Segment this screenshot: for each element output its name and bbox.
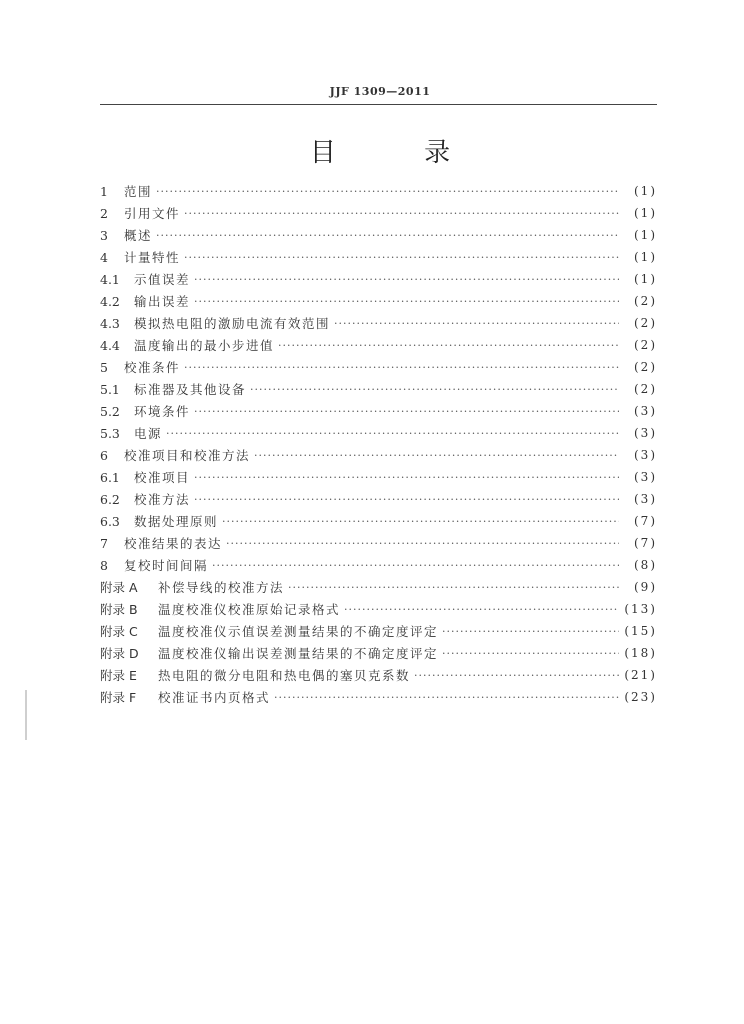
toc-entry-label: 校准证书内页格式 (158, 690, 271, 705)
toc-entry[interactable] (100, 642, 657, 664)
toc-entry-number: 5.1 (100, 381, 120, 397)
toc-entry-label: 热电阻的微分电阻和热电偶的塞贝克系数 (158, 668, 411, 683)
toc-entry[interactable] (100, 598, 657, 620)
toc-entry[interactable] (100, 664, 657, 686)
toc-entry-page: (1) (634, 184, 657, 198)
toc-entry-label: 校准项目 (134, 470, 191, 485)
toc-entry-page: (2) (634, 294, 657, 308)
toc-entry-number: 6 (100, 447, 108, 463)
dot-leader (226, 538, 619, 549)
toc-entry[interactable] (100, 400, 657, 422)
header-rule (100, 104, 657, 105)
toc-entry-label: 模拟热电阻的激励电流有效范围 (134, 316, 331, 331)
toc-entry-page: (21) (624, 668, 657, 682)
toc-entry-label: 复校时间间隔 (124, 558, 209, 573)
toc-entry-label: 校准结果的表达 (124, 536, 223, 551)
dot-leader (250, 384, 619, 395)
toc-entry[interactable] (100, 576, 657, 598)
toc-entry-page: (23) (624, 690, 657, 704)
toc-entry-page: (7) (634, 514, 657, 528)
toc-entry-page: (3) (634, 470, 657, 484)
toc-entry[interactable] (100, 686, 657, 708)
toc-entry[interactable] (100, 246, 657, 268)
toc-entry-number: 附录 C (100, 624, 138, 639)
dot-leader (184, 252, 619, 263)
toc-entry-number: 4.2 (100, 293, 120, 309)
toc-entry-number: 4.1 (100, 271, 120, 287)
toc-entry-label: 计量特性 (124, 250, 181, 265)
toc-entry-page: (8) (634, 558, 657, 572)
toc-entry[interactable] (100, 224, 657, 246)
toc-entry-page: (15) (624, 624, 657, 638)
toc-entry[interactable] (100, 180, 657, 202)
scan-edge-mark (25, 690, 27, 740)
toc-entry-label: 输出误差 (134, 294, 191, 309)
toc-entry-number: 附录 A (100, 580, 138, 595)
dot-leader (222, 516, 619, 527)
dot-leader (254, 450, 619, 461)
toc-entry-number: 5.3 (100, 425, 120, 441)
toc-entry-label: 补偿导线的校准方法 (158, 580, 285, 595)
toc-entry-number: 7 (100, 535, 108, 551)
toc-entry-label: 温度校准仪校准原始记录格式 (158, 602, 341, 617)
toc-entry-label: 引用文件 (124, 206, 181, 221)
toc-entry-number: 6.1 (100, 469, 120, 485)
toc-entry-page: (2) (634, 382, 657, 396)
toc-entry-page: (3) (634, 448, 657, 462)
toc-entry-label: 概述 (124, 228, 153, 243)
toc-entry-page: (1) (634, 228, 657, 242)
toc-entry[interactable] (100, 444, 657, 466)
toc-entry-label: 电源 (134, 426, 163, 441)
toc-entry[interactable] (100, 510, 657, 532)
dot-leader (184, 208, 619, 219)
toc-entry-label: 标准器及其他设备 (134, 382, 247, 397)
toc-entry[interactable] (100, 488, 657, 510)
toc-entry-page: (3) (634, 426, 657, 440)
toc-entry-page: (1) (634, 272, 657, 286)
toc-entry-label: 校准项目和校准方法 (124, 448, 251, 463)
toc-entry-number: 8 (100, 557, 108, 573)
toc-entry[interactable] (100, 312, 657, 334)
toc-entry-label: 温度输出的最小步进值 (134, 338, 275, 353)
toc-entry-label: 数据处理原则 (134, 514, 219, 529)
toc-entry-number: 附录 D (100, 646, 139, 661)
toc-entry-number: 4.4 (100, 337, 120, 353)
toc-entry[interactable] (100, 554, 657, 576)
toc-entry-page: (18) (624, 646, 657, 660)
toc-entry-label: 校准条件 (124, 360, 181, 375)
dot-leader (194, 406, 619, 417)
toc-entry[interactable] (100, 378, 657, 400)
dot-leader (194, 274, 619, 285)
toc-entry-number: 6.3 (100, 513, 120, 529)
dot-leader (212, 560, 619, 571)
toc-entry-page: (13) (624, 602, 657, 616)
toc-entry-number: 6.2 (100, 491, 120, 507)
toc-entry-page: (2) (634, 316, 657, 330)
toc-entry-number: 3 (100, 227, 108, 243)
dot-leader (344, 604, 619, 615)
toc-entry-label: 范围 (124, 184, 153, 199)
toc-entry[interactable] (100, 290, 657, 312)
toc-entry[interactable] (100, 466, 657, 488)
toc-entry-number: 5.2 (100, 403, 120, 419)
dot-leader (288, 582, 619, 593)
dot-leader (414, 670, 619, 681)
table-of-contents (100, 180, 657, 708)
toc-entry-number: 1 (100, 183, 108, 199)
toc-entry-page: (2) (634, 360, 657, 374)
toc-entry-page: (2) (634, 338, 657, 352)
toc-entry[interactable] (100, 422, 657, 444)
toc-entry-number: 附录 E (100, 668, 137, 683)
toc-entry[interactable] (100, 356, 657, 378)
toc-entry-label: 环境条件 (134, 404, 191, 419)
dot-leader (278, 340, 619, 351)
toc-entry-page: (1) (634, 250, 657, 264)
toc-entry-number: 附录 F (100, 690, 137, 705)
toc-title: 目 录 (309, 138, 491, 168)
dot-leader (442, 626, 619, 637)
dot-leader (442, 648, 619, 659)
dot-leader (194, 472, 619, 483)
dot-leader (274, 692, 619, 703)
dot-leader (156, 230, 619, 241)
toc-entry-label: 温度校准仪输出误差测量结果的不确定度评定 (158, 646, 439, 661)
toc-entry-number: 5 (100, 359, 108, 375)
standard-code: JJF 1309—2011 (329, 85, 431, 98)
dot-leader (334, 318, 619, 329)
toc-entry-number: 2 (100, 205, 108, 221)
toc-entry-label: 温度校准仪示值误差测量结果的不确定度评定 (158, 624, 439, 639)
toc-entry[interactable] (100, 202, 657, 224)
dot-leader (166, 428, 619, 439)
dot-leader (156, 186, 619, 197)
toc-entry-number: 附录 B (100, 602, 138, 617)
toc-entry-page: (9) (634, 580, 657, 594)
toc-entry-page: (3) (634, 492, 657, 506)
dot-leader (194, 296, 619, 307)
dot-leader (194, 494, 619, 505)
toc-entry-page: (1) (634, 206, 657, 220)
toc-entry[interactable] (100, 334, 657, 356)
toc-entry-number: 4.3 (100, 315, 120, 331)
toc-entry-number: 4 (100, 249, 108, 265)
toc-entry[interactable] (100, 268, 657, 290)
toc-entry[interactable] (100, 620, 657, 642)
toc-entry-label: 校准方法 (134, 492, 191, 507)
toc-entry-page: (7) (634, 536, 657, 550)
toc-entry-label: 示值误差 (134, 272, 191, 287)
toc-entry-page: (3) (634, 404, 657, 418)
toc-entry[interactable] (100, 532, 657, 554)
dot-leader (184, 362, 619, 373)
